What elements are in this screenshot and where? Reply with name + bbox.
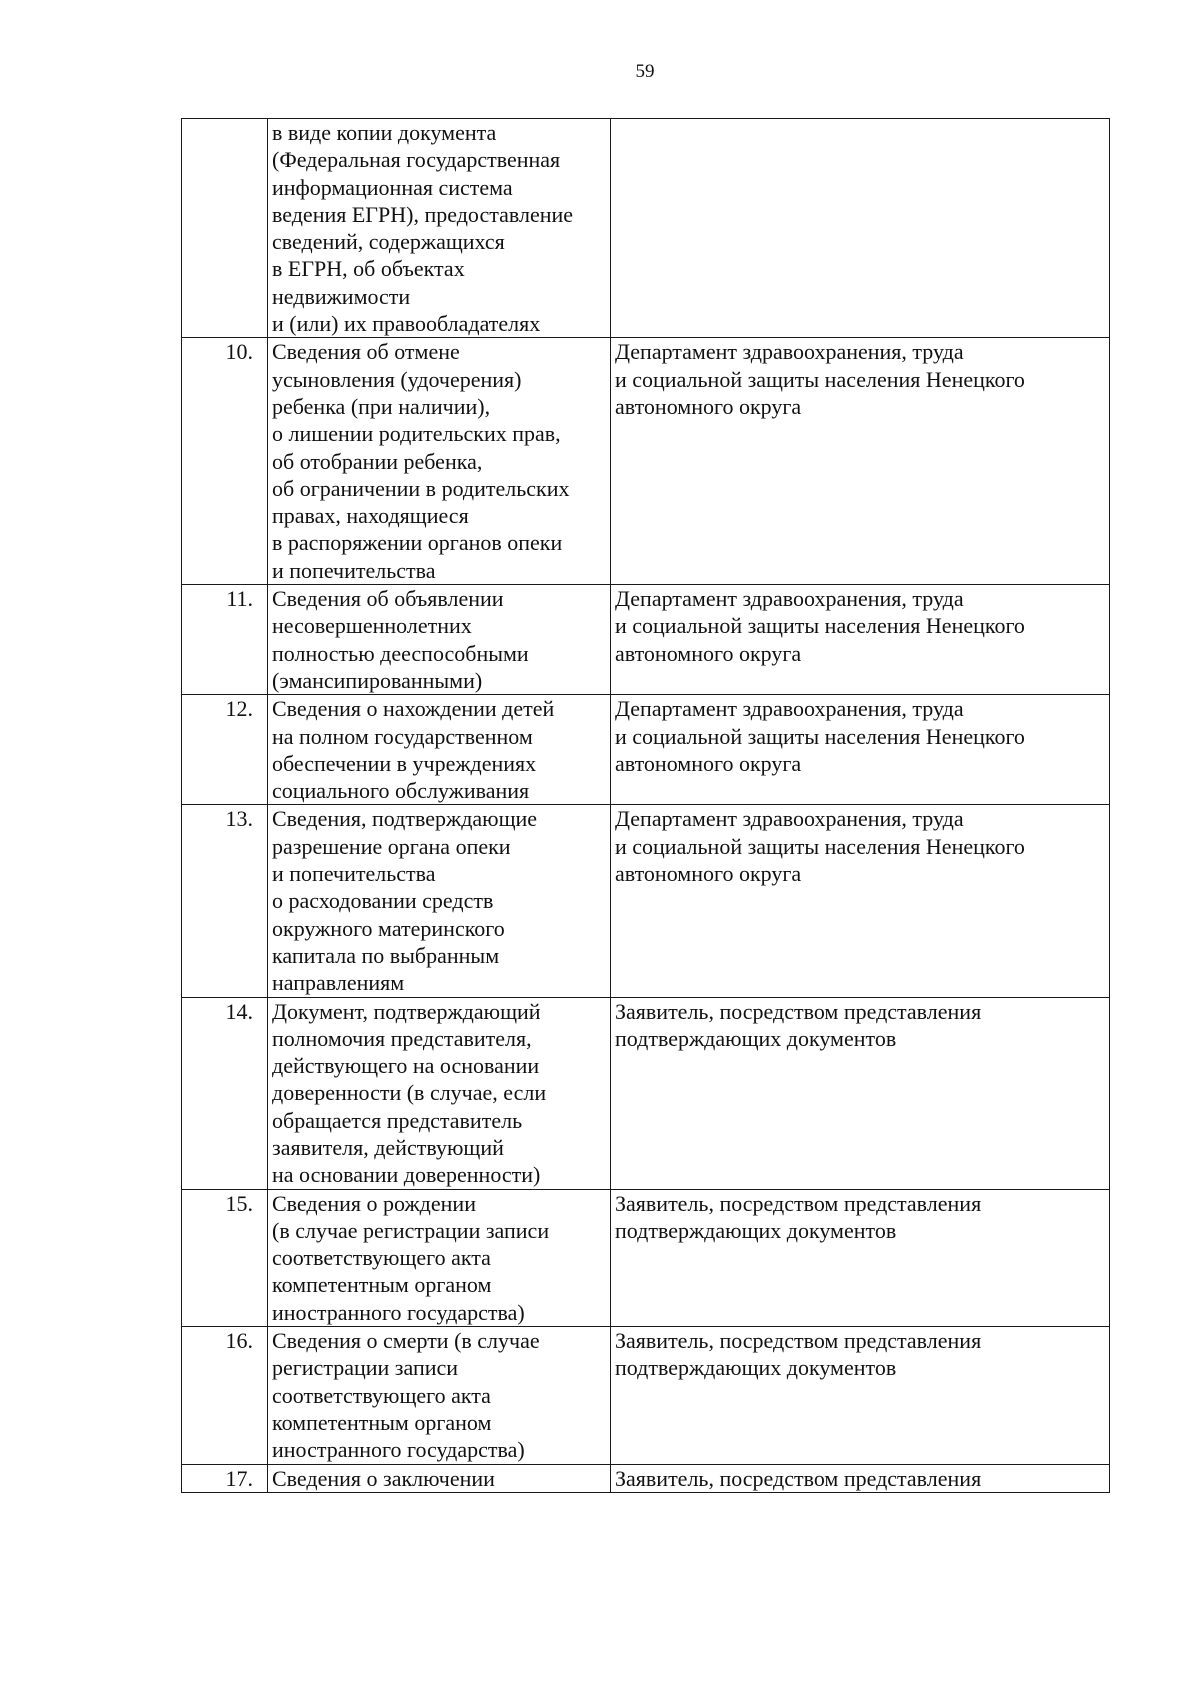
row-number: 12.: [182, 695, 268, 805]
row-source: Заявитель, посредством представления: [611, 1464, 1110, 1492]
row-source: Департамент здравоохранения, труда и социальной защиты населения Ненецкого автономного округа: [611, 338, 1110, 585]
row-source: Заявитель, посредством представления подтверждающих документов: [611, 1327, 1110, 1464]
row-source: [611, 119, 1110, 338]
row-information: Документ, подтверждающий полномочия представителя, действующего на основании доверенности (в случае, если обращается представитель заявителя, действующий на основании доверенности): [268, 997, 611, 1189]
documents-table: [181, 118, 1110, 1493]
row-source: Департамент здравоохранения, труда и социальной защиты населения Ненецкого автономного округа: [611, 805, 1110, 997]
row-information: Сведения о смерти (в случае регистрации записи соответствующего акта компетентным органом иностранного государства): [268, 1327, 611, 1464]
row-number: 16.: [182, 1327, 268, 1464]
table-row: [182, 1464, 1110, 1492]
page-number: 59: [635, 61, 655, 82]
row-information: Сведения, подтверждающие разрешение органа опеки и попечительства о расходовании средств окружного материнского капитала по выбранным направлениям: [268, 805, 611, 997]
table-row: [182, 997, 1110, 1189]
row-information: в виде копии документа (Федеральная государственная информационная система ведения ЕГРН), предоставление сведений, содержащихся в ЕГРН, об объектах недвижимости и (или) их правообладателях: [268, 119, 611, 338]
row-source: Заявитель, посредством представления подтверждающих документов: [611, 1189, 1110, 1326]
row-source: Департамент здравоохранения, труда и социальной защиты населения Ненецкого автономного округа: [611, 585, 1110, 695]
row-information: Сведения о заключении: [268, 1464, 611, 1492]
row-information: Сведения об объявлении несовершеннолетних полностью дееспособными (эмансипированными): [268, 585, 611, 695]
row-number: 15.: [182, 1189, 268, 1326]
row-number: [182, 119, 268, 338]
row-information: Сведения о рождении (в случае регистрации записи соответствующего акта компетентным органом иностранного государства): [268, 1189, 611, 1326]
table-row: [182, 119, 1110, 338]
row-information: Сведения о нахождении детей на полном государственном обеспечении в учреждениях социального обслуживания: [268, 695, 611, 805]
row-number: 14.: [182, 997, 268, 1189]
table-row: [182, 585, 1110, 695]
row-source: Департамент здравоохранения, труда и социальной защиты населения Ненецкого автономного округа: [611, 695, 1110, 805]
row-number: 13.: [182, 805, 268, 997]
row-number: 11.: [182, 585, 268, 695]
row-number: 17.: [182, 1464, 268, 1492]
table-row: [182, 1327, 1110, 1464]
table-row: [182, 1189, 1110, 1326]
table-row: [182, 805, 1110, 997]
row-information: Сведения об отмене усыновления (удочерения) ребенка (при наличии), о лишении родительских прав, об отобрании ребенка, об ограничении в родительских правах, находящиеся в распоряжении органов опеки и попечительства: [268, 338, 611, 585]
row-number: 10.: [182, 338, 268, 585]
table-row: [182, 695, 1110, 805]
row-source: Заявитель, посредством представления подтверждающих документов: [611, 997, 1110, 1189]
table-row: [182, 338, 1110, 585]
